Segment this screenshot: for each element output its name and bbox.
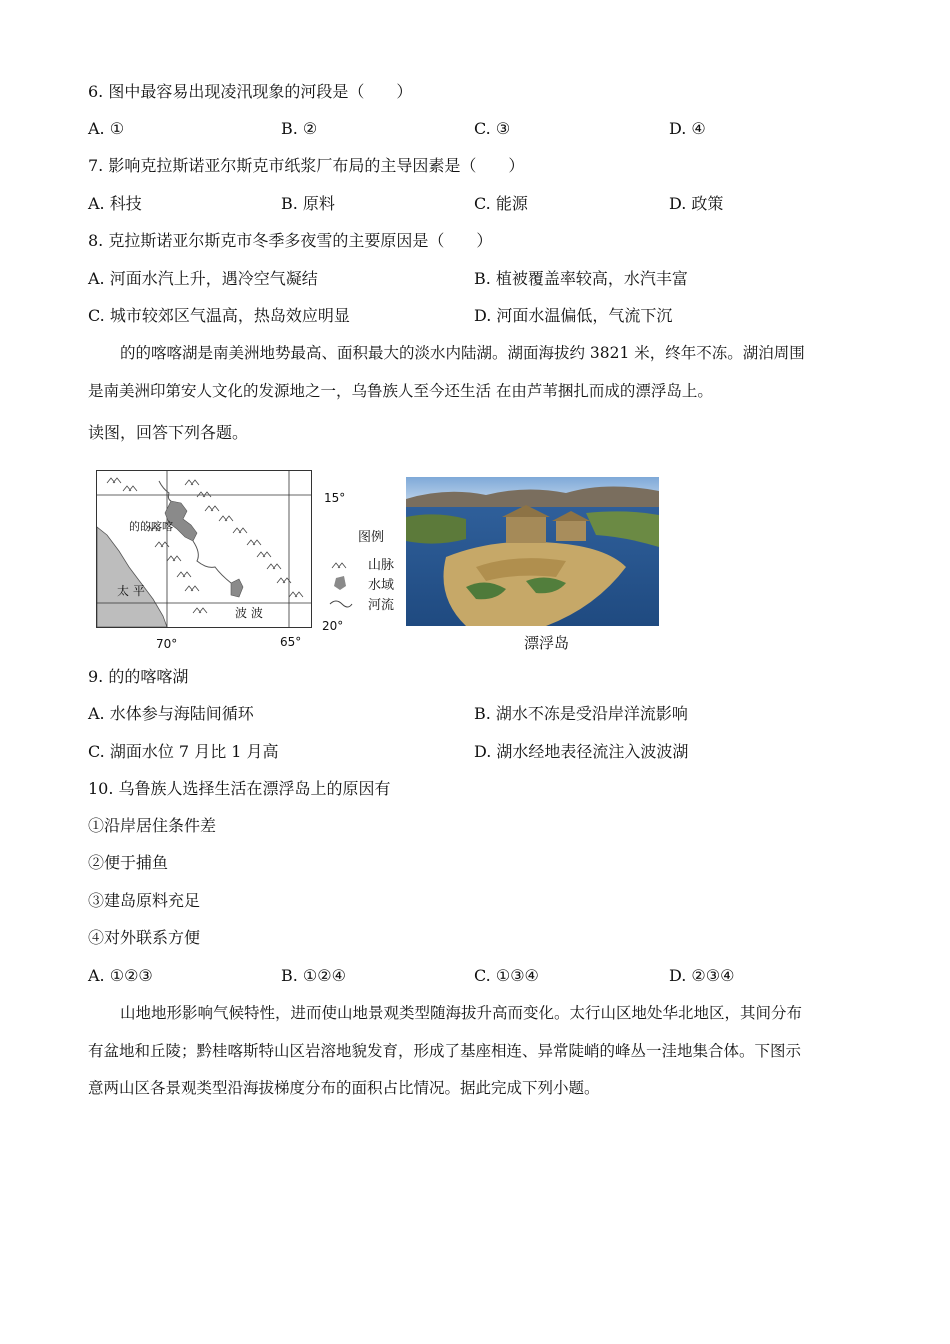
passage-2-line-1: 山地地形影响气候特性，进而使山地景观类型随海拔升高而变化。太行山区地处华北地区，其间分布: [120, 1004, 803, 1022]
q10-option-b: B. ①②④: [281, 966, 346, 985]
q7-option-a: A. 科技: [88, 194, 142, 213]
question-8-stem: 8. 克拉斯诺亚尔斯克市冬季多夜雪的主要原因是（ ）: [88, 231, 493, 250]
q9-option-a: A. 水体参与海陆间循环: [88, 704, 254, 723]
legend-symbols: [328, 558, 354, 618]
question-6-stem: 6. 图中最容易出现凌汛现象的河段是（ ）: [88, 82, 413, 101]
legend-title: 图例: [358, 530, 385, 545]
q10-item-2: ②便于捕鱼: [88, 853, 169, 872]
latitude-20: 20°: [322, 619, 344, 633]
passage-1-instruction: 读图，回答下列各题。: [88, 423, 249, 442]
latitude-15: 15°: [324, 491, 346, 505]
question-10-stem: 10. 乌鲁族人选择生活在漂浮岛上的原因有: [88, 779, 391, 798]
passage-1-line-2: 是南美洲印第安人文化的发源地之一，乌鲁族人至今还生活 在由芦苇捆扎而成的漂浮岛上。: [88, 382, 713, 400]
q10-option-c: C. ①③④: [474, 966, 539, 985]
legend-water-icon: [334, 576, 346, 590]
lake-titicaca-map: [96, 470, 312, 628]
q7-option-d: D. 政策: [669, 194, 724, 213]
legend-water-label: 水域: [368, 578, 395, 593]
q10-option-a: A. ①②③: [88, 966, 153, 985]
legend-river-label: 河流: [368, 598, 395, 613]
longitude-65: 65°: [280, 635, 302, 649]
q6-option-b: B. ②: [281, 119, 318, 138]
pacific-ocean-area: [97, 527, 167, 627]
q6-option-d: D. ④: [669, 119, 706, 138]
longitude-70: 70°: [156, 637, 178, 651]
q9-option-d: D. 湖水经地表径流注入波波湖: [474, 742, 689, 761]
passage-2-line-3: 意两山区各景观类型沿海拔梯度分布的面积占比情况。据此完成下列小题。: [88, 1079, 600, 1097]
q10-item-4: ④对外联系方便: [88, 928, 201, 947]
map-label-lake-poopo: 波 波: [235, 606, 263, 620]
q10-item-3: ③建岛原料充足: [88, 891, 201, 910]
q6-option-c: C. ③: [474, 119, 511, 138]
map-label-pacific: 太 平: [117, 584, 145, 598]
passage-1-line-1: 的的喀喀湖是南美洲地势最高、面积最大的淡水内陆湖。湖面海拔约 3821 米，终年不冻。湖泊周围: [120, 344, 805, 362]
q9-option-c: C. 湖面水位 7 月比 1 月高: [88, 742, 279, 761]
q8-option-b: B. 植被覆盖率较高，水汽丰富: [474, 269, 688, 288]
q8-option-d: D. 河面水温偏低，气流下沉: [474, 306, 673, 325]
q10-item-1: ①沿岸居住条件差: [88, 816, 217, 835]
q10-option-d: D. ②③④: [669, 966, 735, 985]
q9-option-b: B. 湖水不冻是受沿岸洋流影响: [474, 704, 688, 723]
question-9-stem: 9. 的的喀喀湖: [88, 667, 189, 686]
passage-2-line-2: 有盆地和丘陵；黔桂喀斯特山区岩溶地貌发育，形成了基座相连、异常陡峭的峰丛一洼地集合体。下图示: [88, 1042, 802, 1060]
q7-option-b: B. 原料: [281, 194, 335, 213]
q8-option-a: A. 河面水汽上升，遇冷空气凝结: [88, 269, 318, 288]
legend-river-icon: [330, 601, 352, 607]
map-label-lake-titicaca: 的的喀喀: [129, 520, 173, 533]
photo-caption: 漂浮岛: [524, 634, 570, 652]
q7-option-c: C. 能源: [474, 194, 528, 213]
floating-island-photo: [406, 477, 659, 626]
q6-option-a: A. ①: [88, 119, 125, 138]
question-7-stem: 7. 影响克拉斯诺亚尔斯克市纸浆厂布局的主导因素是（ ）: [88, 156, 525, 175]
legend-mountain-icon: [332, 563, 346, 568]
lake-poopo-shape: [231, 579, 243, 597]
legend-mountain-label: 山脉: [368, 558, 395, 573]
q8-option-c: C. 城市较郊区气温高，热岛效应明显: [88, 306, 350, 325]
